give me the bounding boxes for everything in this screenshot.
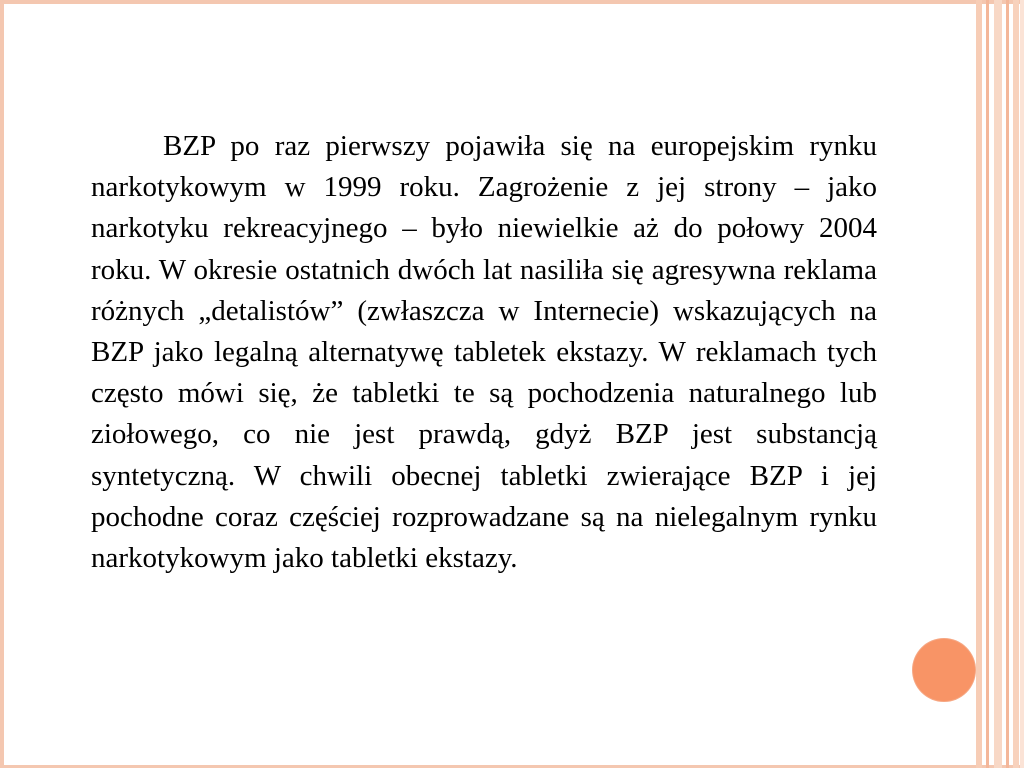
slide-body-text: BZP po raz pierwszy pojawiła się na europejskim rynku narkotykowym w 1999 roku. Zagrożenie z jej strony – jako narkotyku rekreacyjnego – było niewielkie aż do połowy 2004 roku. W okresie ostatnich dwóch lat nasiliła się agresywna reklama różnych „detalistów” (zwłaszcza w Internecie) wskazujących na BZP jako legalną alternatywę tabletek ekstazy. W reklamach tych często mówi się, że tabletki te są pochodzenia naturalnego lub ziołowego, co nie jest prawdą, gdyż BZP jest substancją syntetyczną. W chwili obecnej tabletki zwierające BZP i jej pochodne coraz częściej rozprowadzane są na nielegalnym rynku narkotykowym jako tabletki ekstazy. [91, 130, 877, 575]
decorative-circle-icon [913, 639, 975, 701]
decorative-stripe [1013, 0, 1019, 768]
frame-top-line [0, 0, 1024, 4]
frame-left-line [0, 0, 4, 768]
decorative-stripe [976, 0, 982, 768]
decorative-stripe [986, 0, 989, 768]
decorative-stripe [1020, 0, 1024, 768]
decorative-stripe [994, 0, 1002, 768]
decorative-stripe [1006, 0, 1009, 768]
